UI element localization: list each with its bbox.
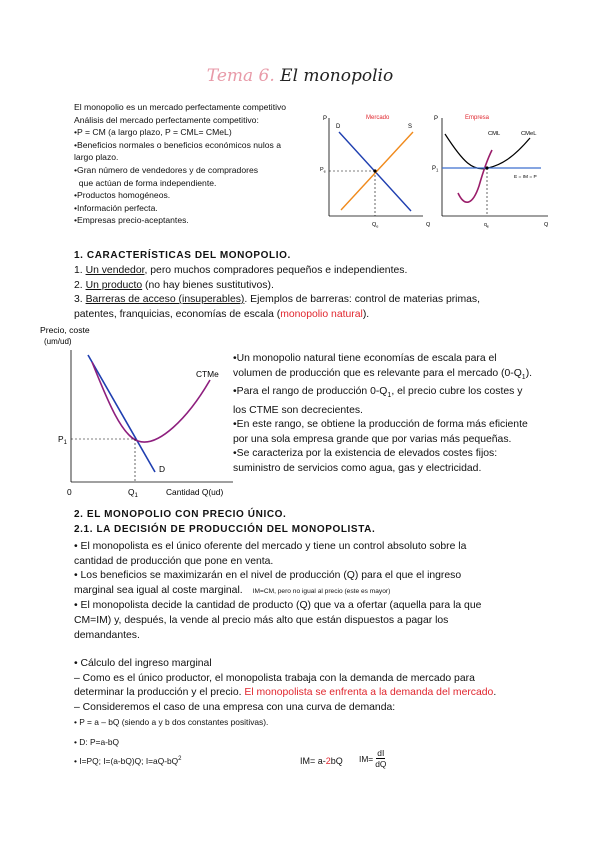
nat-text-line: volumen de producción que es relevante para el mercado $(0-Q_1)$.	[233, 367, 533, 381]
section1-item-2: 2. Un producto (no hay bienes sustitutivos).	[74, 279, 274, 291]
intro-line: •Beneficios normales o beneficios económicos nulos a	[74, 139, 281, 150]
nat-x-label: Cantidad Q(ud)	[166, 487, 224, 497]
calc-title: • Cálculo del ingreso marginal	[74, 658, 212, 669]
s2-line: • El monopolista es el único oferente del mercado y tiene un control absoluto sobre la	[74, 541, 467, 552]
intro-line: que actúan de forma independiente.	[74, 177, 217, 188]
firm-title: Empresa	[465, 115, 490, 121]
s2-line: • El monopolista decide la cantidad de producto (Q) que va a ofertar (aquella para la que	[74, 600, 482, 612]
intro-line: •Productos homogéneos.	[74, 190, 171, 201]
intro-line: •Empresas precio-aceptantes.	[74, 215, 189, 226]
firm-cml-label: CML	[488, 131, 501, 137]
marginal-income-derivative: IM= $\frac{dI}{dQ}$	[359, 748, 387, 769]
calc-line: – Consideremos el caso de una empresa con una curva de demanda:	[74, 701, 396, 713]
nat-text-line: •Un monopolio natural tiene economías de escala para el	[233, 353, 497, 364]
section1-heading: 1. CARACTERÍSTICAS DEL MONOPOLIO.	[74, 250, 291, 261]
firm-p1-label: $P_1$	[432, 166, 439, 173]
intro-line: largo plazo.	[74, 152, 119, 163]
firm-e-label: E = IM = P	[514, 175, 537, 180]
nat-y-label: Precio, coste	[40, 325, 90, 335]
nat-q1-label: $Q_1$	[128, 487, 138, 499]
market-s-label: S	[408, 124, 413, 130]
natural-monopoly-graph	[38, 322, 238, 500]
competitive-market-graphs	[315, 108, 555, 230]
calc-line: determinar la producción y el precio. El monopolista se enfrenta a la demanda del mercado.	[74, 687, 497, 699]
market-p-label: P	[323, 116, 328, 122]
section1-item-1: 1. Un vendedor, pero muchos compradores pequeños e independientes.	[74, 265, 408, 276]
firm-cmel-label: CMeL	[521, 131, 537, 137]
nat-text-line: •Se caracteriza por la existencia de elevados costes fijos:	[233, 448, 498, 460]
nat-text	[233, 352, 532, 476]
im-cm-note: IM=CM, pero no igual al precio (este es mayor)	[252, 587, 391, 595]
section1-item-3: 3. Barreras de acceso (insuperables). Ejemplos de barreras: control de materias primas,	[74, 294, 481, 306]
market-supply-line	[341, 132, 413, 210]
s2-line: • Los beneficios se maximizarán en el nivel de producción (Q) para el que el ingreso	[74, 570, 462, 582]
marginal-income-formula: IM= a-2bQ	[300, 756, 343, 766]
market-q-label: Q	[426, 222, 431, 228]
firm-p-label: P	[434, 116, 439, 122]
intro-block	[74, 101, 329, 227]
firm-q-label: Q	[544, 222, 549, 228]
calc-block	[74, 657, 496, 715]
nat-demand-line	[88, 355, 155, 472]
calc-line: – Como es el único productor, el monopolista trabaja con la demanda de mercado para	[74, 672, 475, 684]
s2-line: CM=IM) y, después, la vende al precio más alto que están dispuestos a pagar los	[74, 614, 449, 626]
firm-qe-label: $q_e$	[484, 222, 489, 229]
income-equation: • I=PQ; I=(a-bQ)Q; $I=aQ-bQ^2$	[74, 756, 182, 766]
demand-function: • D: P=a-bQ	[74, 737, 120, 747]
section1-item-3-cont: patentes, franquicias, economías de escala (monopolio natural).	[74, 308, 370, 320]
nat-text-line: •En este rango, se obtiene la producción de forma más eficiente	[233, 419, 528, 431]
section2-1-heading: 2.1. LA DECISIÓN DE PRODUCCIÓN DEL MONOPOLISTA.	[74, 524, 376, 535]
nat-origin-label: 0	[67, 487, 72, 497]
market-pe-label: $P_e$	[320, 167, 326, 174]
nat-p1-label: $P_1$	[58, 434, 67, 446]
page-title: Tema 6. El monopolio	[206, 66, 394, 86]
intro-line: El monopolio es un mercado perfectamente competitivo	[74, 102, 287, 112]
section2-heading: 2. EL MONOPOLIO CON PRECIO ÚNICO.	[74, 509, 287, 520]
market-qe-label: $Q_e$	[372, 222, 379, 229]
nat-d-label: D	[159, 464, 166, 474]
s2-line: marginal sea igual al coste marginal. IM=CM, pero no igual al precio (este es mayor)	[74, 584, 391, 596]
nat-text-line: suministro de servicios como agua, gas y electricidad.	[233, 462, 482, 474]
fraction-numerator: dI	[377, 748, 385, 758]
market-d-label: D	[336, 124, 341, 130]
s2-line: cantidad de producción que pone en venta.	[74, 555, 274, 567]
nat-text-line: por una sola empresa grande que por varias más pequeñas.	[233, 433, 512, 445]
nat-ctme-curve	[92, 362, 210, 442]
intro-line: •Información perfecta.	[74, 202, 158, 213]
nat-text-line: •Para el rango de producción $0-Q_1$, el precio cubre los costes y	[233, 386, 523, 400]
intro-line: •P = CM (a largo plazo, P = CML= CMeL)	[74, 127, 232, 138]
nat-ctme-label: CTMe	[196, 369, 219, 379]
demand-equation: • P = a – bQ (siendo a y b dos constantes positivas).	[74, 717, 269, 727]
s2-line: demandantes.	[74, 629, 140, 641]
firm-cmel-curve	[445, 134, 530, 169]
nat-y-unit: (um/ud)	[44, 337, 72, 346]
section1-list	[74, 264, 480, 322]
intro-line: •Gran número de vendedores y de compradores	[74, 164, 259, 175]
intro-line: Análisis del mercado perfectamente competitivo:	[74, 114, 259, 125]
section2-body	[74, 540, 481, 643]
fraction-denominator: dQ	[375, 759, 387, 769]
market-title: Mercado	[366, 115, 390, 121]
nat-text-line: los CTME son decrecientes.	[233, 404, 363, 416]
